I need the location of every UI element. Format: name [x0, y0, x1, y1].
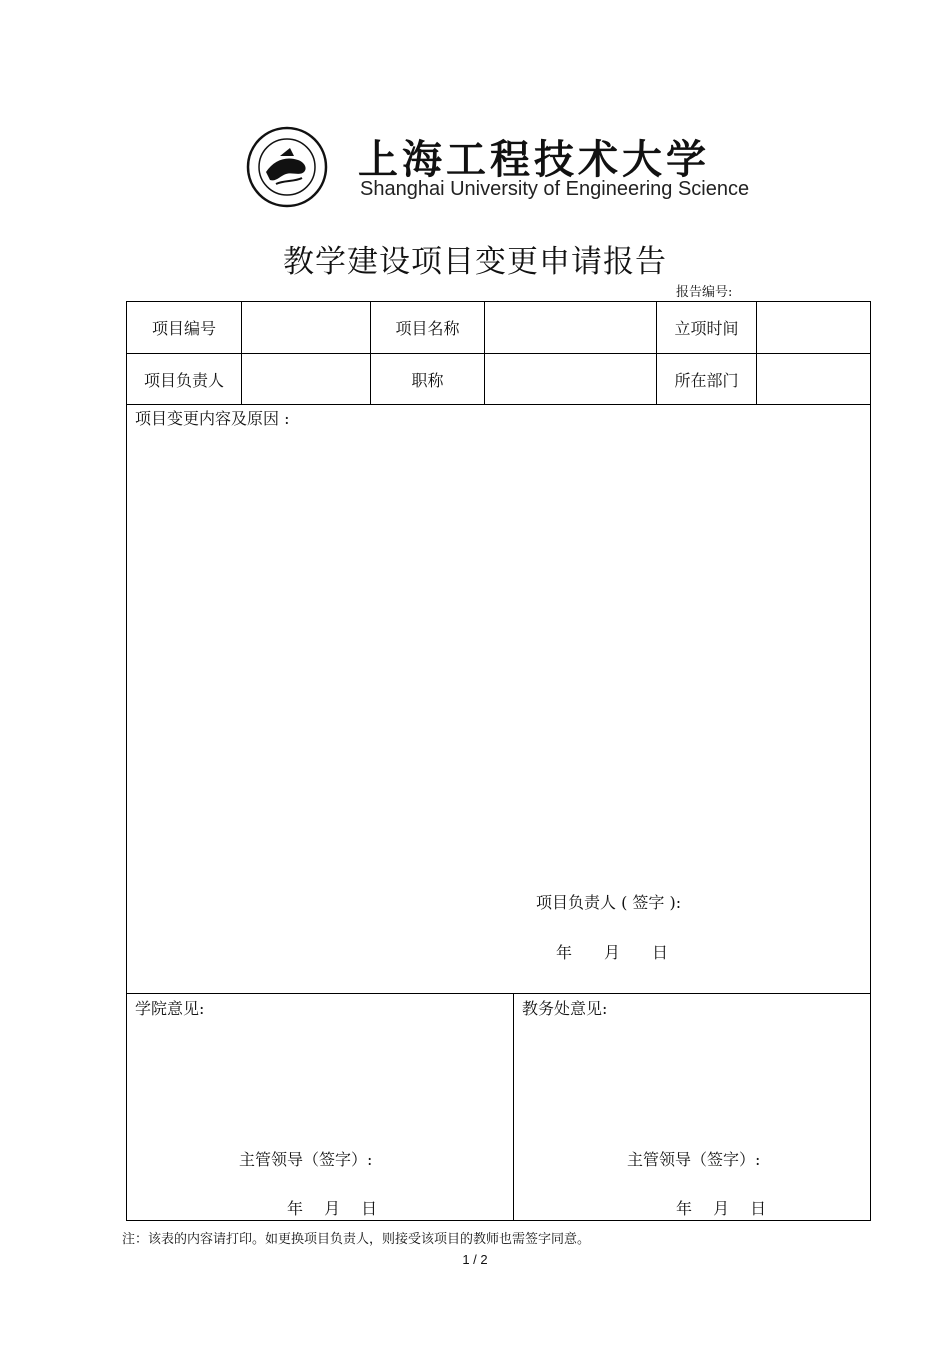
leader-date-label: 年 月 日: [556, 943, 669, 962]
project-leader-label: 项目负责人: [143, 370, 224, 390]
start-time-field[interactable]: [757, 302, 871, 353]
page-number: 1 / 2: [462, 1252, 488, 1267]
col-divider: [513, 993, 514, 1221]
brand-english-name: Shanghai University of Engineering Science: [360, 178, 750, 200]
university-seal-icon: [246, 126, 328, 208]
brand-chinese-name: 上海工程技术大学: [358, 136, 710, 183]
report-number-label: 报告编号:: [676, 285, 733, 300]
project-leader-field[interactable]: [242, 354, 370, 404]
office-date-label: 年 月 日: [676, 1199, 767, 1218]
footnote: 注：该表的内容请打印。如更换项目负责人，则接受该项目的教师也需签字同意。: [122, 1232, 591, 1247]
department-field[interactable]: [757, 354, 871, 404]
form-table: [126, 301, 871, 1221]
office-opinion-label: 教务处意见:: [522, 999, 608, 1018]
job-title-label: 职称: [411, 370, 444, 390]
college-opinion-label: 学院意见:: [135, 999, 205, 1018]
project-number-label: 项目编号: [151, 319, 216, 338]
project-number-field[interactable]: [242, 302, 370, 353]
job-title-field[interactable]: [485, 354, 656, 404]
college-supervisor-signature: 主管领导（签字）:: [239, 1150, 373, 1169]
page-title: 教学建设项目变更申请报告: [283, 244, 667, 280]
row-divider: [127, 404, 871, 405]
department-label: 所在部门: [674, 370, 739, 390]
college-date-label: 年 月 日: [287, 1199, 378, 1218]
project-name-field[interactable]: [485, 302, 656, 353]
project-name-label: 项目名称: [395, 319, 460, 338]
start-time-label: 立项时间: [674, 319, 739, 338]
leader-signature-label: 项目负责人 ( 签字 ):: [536, 893, 682, 912]
university-header: [246, 122, 786, 212]
office-supervisor-signature: 主管领导（签字）:: [627, 1150, 761, 1169]
change-content-label: 项目变更内容及原因 :: [135, 409, 290, 428]
row-divider: [127, 993, 871, 994]
